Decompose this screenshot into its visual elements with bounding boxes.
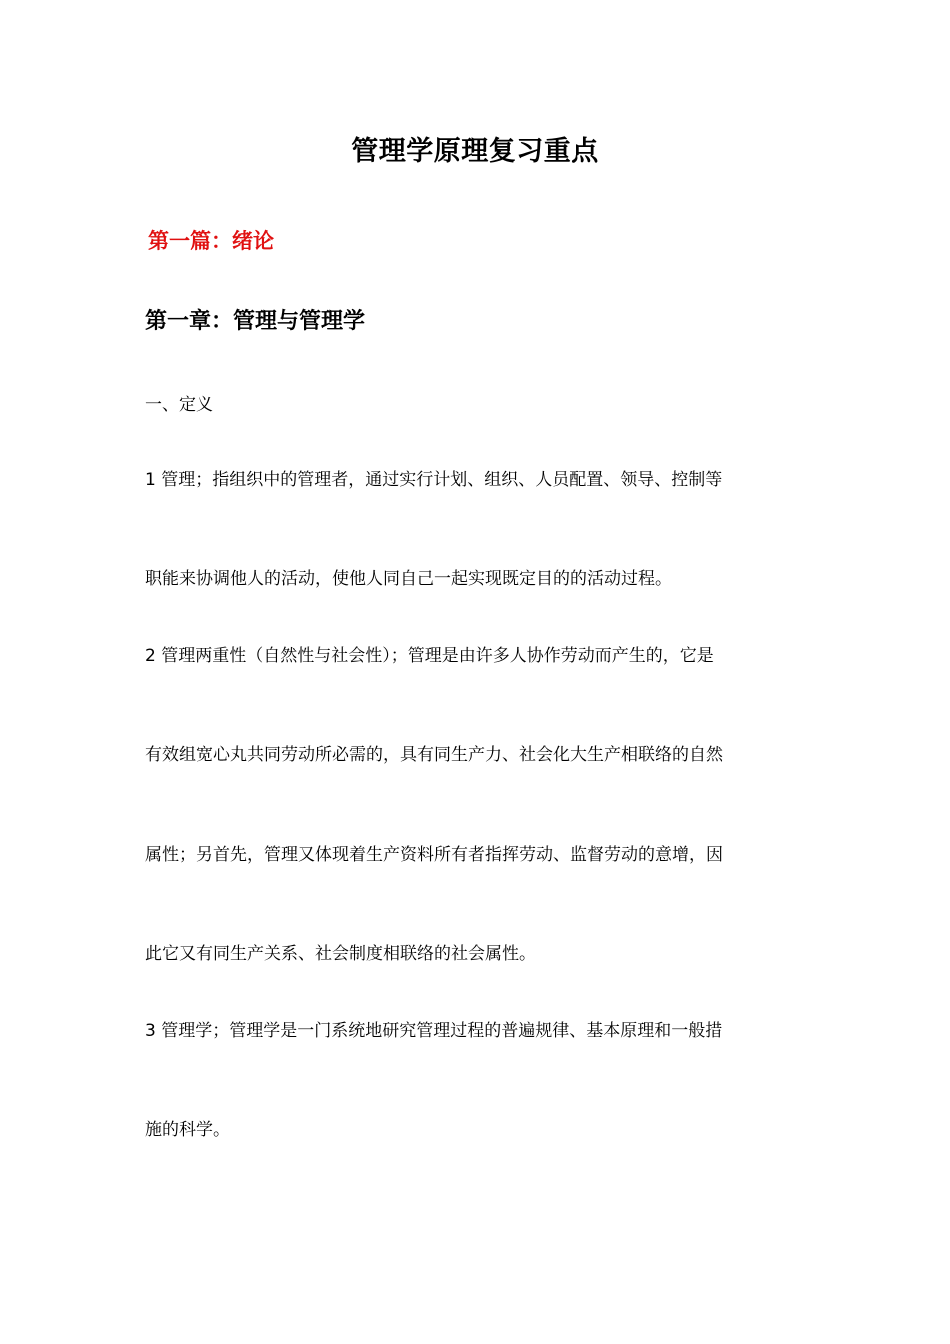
paragraph-2-line-2: 有效组宽心丸共同劳动所必需的，具有同生产力、社会化大生产相联络的自然: [145, 745, 723, 765]
paragraph-2-line-3: 属性；另首先，管理又体现着生产资料所有者指挥劳动、监督劳动的意增，因: [145, 845, 723, 865]
document-title: 管理学原理复习重点: [351, 136, 599, 167]
chapter-heading: 第一章：管理与管理学: [145, 309, 366, 334]
paragraph-2-line-4: 此它又有同生产关系、社会制度相联络的社会属性。: [145, 944, 536, 964]
paragraph-2-line-1: 2 管理两重性（自然性与社会性）；管理是由许多人协作劳动而产生的，它是: [145, 646, 714, 666]
paragraph-3-line-1: 3 管理学；管理学是一门系统地研究管理过程的普遍规律、基本原理和一般措: [145, 1021, 723, 1041]
section-heading: 一、定义: [145, 395, 213, 415]
paragraph-1-line-2: 职能来协调他人的活动，使他人同自己一起实现既定目的的活动过程。: [145, 569, 672, 589]
paragraph-3-line-2: 施的科学。: [145, 1120, 230, 1140]
paragraph-1-line-1: 1 管理；指组织中的管理者，通过实行计划、组织、人员配置、领导、控制等: [145, 470, 723, 490]
part-heading: 第一篇：绪论: [148, 229, 274, 253]
